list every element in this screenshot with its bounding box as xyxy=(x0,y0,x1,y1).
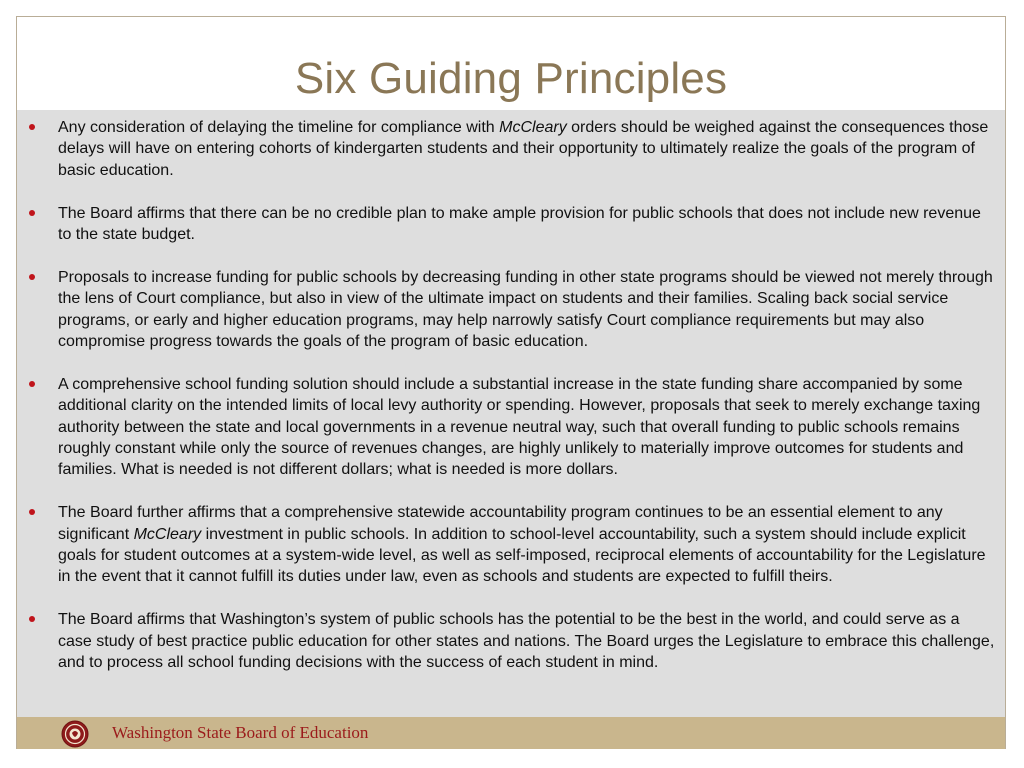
content-area xyxy=(17,110,1005,717)
bullet-dot-icon xyxy=(29,124,35,130)
bullet-item xyxy=(17,203,997,246)
title-area xyxy=(17,17,1005,110)
bullet-dot-icon xyxy=(29,381,35,387)
footer-bar xyxy=(17,717,1005,749)
bullet-text: Any consideration of delaying the timeline for compliance with xyxy=(58,119,500,136)
bullet-dot-icon xyxy=(29,509,35,515)
bullet-text: A comprehensive school funding solution should include a substantial increase in the state funding share accompanied by some additional clarity on the intended limits of local levy authority or spending. However, proposals that seek to merely exchange taxing authority between the state and local governments in a revenue neutral way, such that overall funding to public schools remains roughly constant while only the source of revenues changes, are highly unlikely to materially improve outcomes for students and families. What is needed is not different dollars; what is needed is more dollars. xyxy=(58,375,981,479)
bullet-list xyxy=(17,117,997,673)
bullet-dot-icon xyxy=(29,210,35,216)
wa-sbe-seal-icon xyxy=(61,720,89,748)
bullet-text-italic: McCleary xyxy=(133,525,202,543)
bullet-text: The Board further affirms that a comprehensive statewide accountability program continues to be an essential element to any significant xyxy=(58,504,943,543)
bullet-text: orders should be weighed against the consequences those delays will have on entering cohorts of kindergarten students and their opportunity to ultimately realize the goals of the program of basic education. xyxy=(58,119,989,179)
bullet-dot-icon xyxy=(29,616,35,622)
bullet-text: investment in public schools. In addition to school-level accountability, such a system should include explicit goals for student outcomes at a system-wide level, as well as self-imposed, reciprocal elements of accountability for the Legislature in the event that it cannot fulfill its duties under law, even as schools and students are expected to fulfill theirs. xyxy=(58,525,986,586)
bullet-item xyxy=(17,609,997,673)
bullet-item xyxy=(17,117,997,181)
bullet-text: The Board affirms that Washington’s system of public schools has the potential to be the best in the world, and could serve as a case study of best practice public education for other states and nations. The Board urges the Legislature to embrace this challenge, and to process all school funding decisions with the success of each student in mind. xyxy=(58,611,995,672)
slide-title: Six Guiding Principles xyxy=(294,53,728,103)
bullet-text-italic: McCleary xyxy=(499,119,567,136)
bullet-text: The Board affirms that there can be no credible plan to make ample provision for public schools that does not include new revenue to the state budget. xyxy=(58,204,981,244)
bullet-text: Proposals to increase funding for public schools by decreasing funding in other state programs should be viewed not merely through the lens of Court compliance, but also in view of the ultimate impact on students and their families. Scaling back social service programs, or early and higher education programs, may help narrowly satisfy Court compliance requirements but may also compromise progress towards the goals of the program of basic education. xyxy=(58,268,993,351)
bullet-item xyxy=(17,374,997,481)
bullet-dot-icon xyxy=(29,274,35,280)
bullet-item xyxy=(17,502,997,588)
bullet-item xyxy=(17,267,997,353)
footer-organization-name: Washington State Board of Education xyxy=(112,723,369,742)
